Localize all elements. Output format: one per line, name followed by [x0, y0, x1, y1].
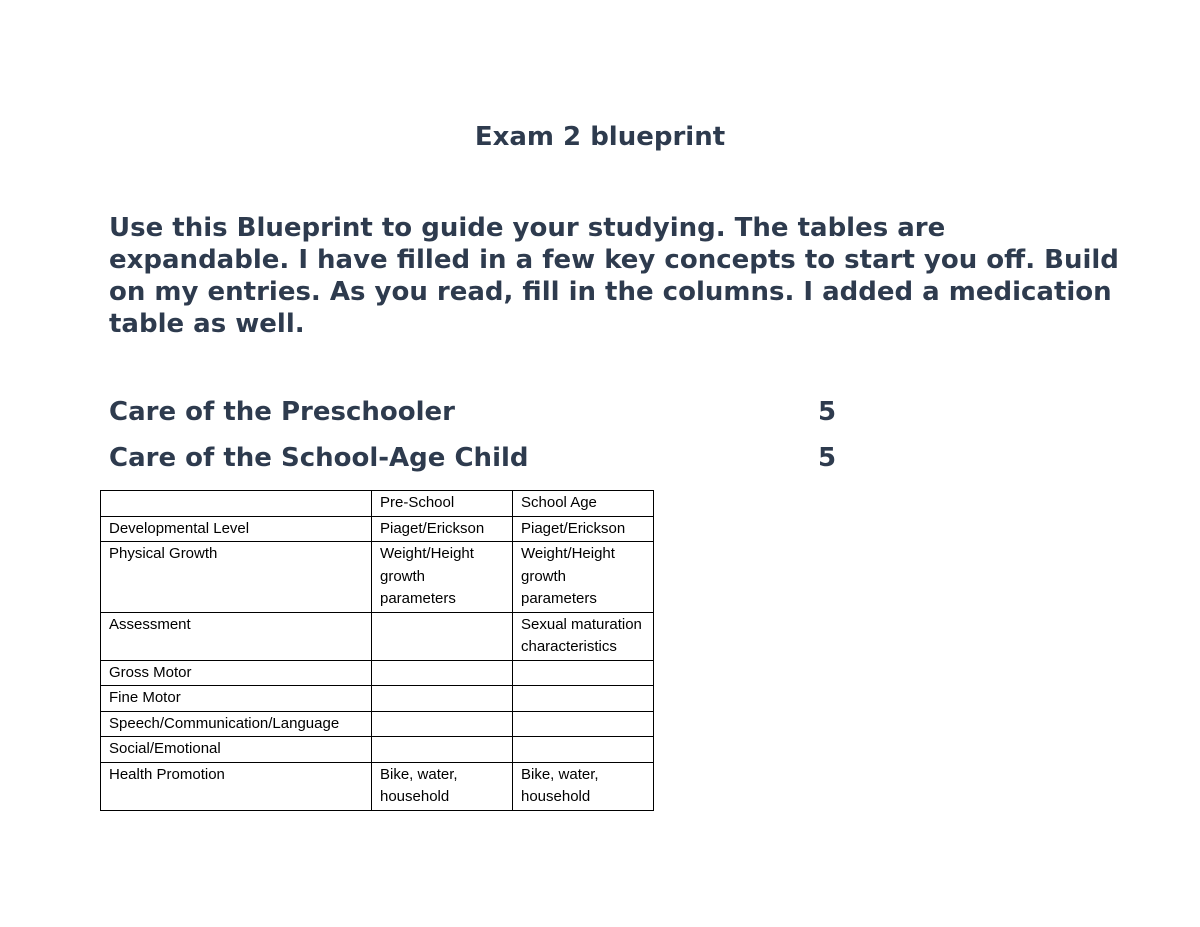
preschool-cell: [372, 711, 513, 737]
table-row: [101, 737, 654, 763]
row-label: Health Promotion: [101, 762, 372, 810]
school-age-cell: Bike, water, household: [513, 762, 654, 810]
section-count: 5: [818, 443, 837, 473]
table-row: [101, 516, 654, 542]
preschool-cell: Weight/Height growth parameters: [372, 542, 513, 613]
section-name: Care of the School-Age Child: [109, 443, 529, 473]
table-row: [101, 711, 654, 737]
school-age-cell: Piaget/Erickson: [513, 516, 654, 542]
section-heading-school-age: [109, 443, 849, 477]
school-age-cell: [513, 686, 654, 712]
preschool-cell: [372, 686, 513, 712]
row-label: Developmental Level: [101, 516, 372, 542]
school-age-cell: [513, 711, 654, 737]
intro-paragraph: Use this Blueprint to guide your studying. The tables are expandable. I have filled in a few key concepts to start you off. Build on my entries. As you read, fill in the columns. I added a medication table as well.: [109, 213, 1119, 339]
school-age-cell: [513, 737, 654, 763]
table-row: [101, 762, 654, 810]
table-header-row: [101, 491, 654, 517]
table-row: [101, 660, 654, 686]
row-label: Social/Emotional: [101, 737, 372, 763]
table-row: [101, 612, 654, 660]
table-row: [101, 542, 654, 613]
row-label: Speech/Communication/Language: [101, 711, 372, 737]
section-name: Care of the Preschooler: [109, 397, 455, 427]
blueprint-table: [100, 490, 654, 811]
row-label: Gross Motor: [101, 660, 372, 686]
row-label: Fine Motor: [101, 686, 372, 712]
row-label: Physical Growth: [101, 542, 372, 613]
section-heading-preschooler: [109, 397, 849, 431]
table-header-cell: School Age: [513, 491, 654, 517]
table-row: [101, 686, 654, 712]
table-header-cell: [101, 491, 372, 517]
table-header-cell: Pre-School: [372, 491, 513, 517]
section-count: 5: [818, 397, 837, 427]
preschool-cell: [372, 737, 513, 763]
preschool-cell: [372, 660, 513, 686]
school-age-cell: [513, 660, 654, 686]
school-age-cell: Sexual maturation characteristics: [513, 612, 654, 660]
preschool-cell: [372, 612, 513, 660]
document-title: Exam 2 blueprint: [474, 122, 726, 152]
school-age-cell: Weight/Height growth parameters: [513, 542, 654, 613]
preschool-cell: Bike, water, household: [372, 762, 513, 810]
preschool-cell: Piaget/Erickson: [372, 516, 513, 542]
row-label: Assessment: [101, 612, 372, 660]
